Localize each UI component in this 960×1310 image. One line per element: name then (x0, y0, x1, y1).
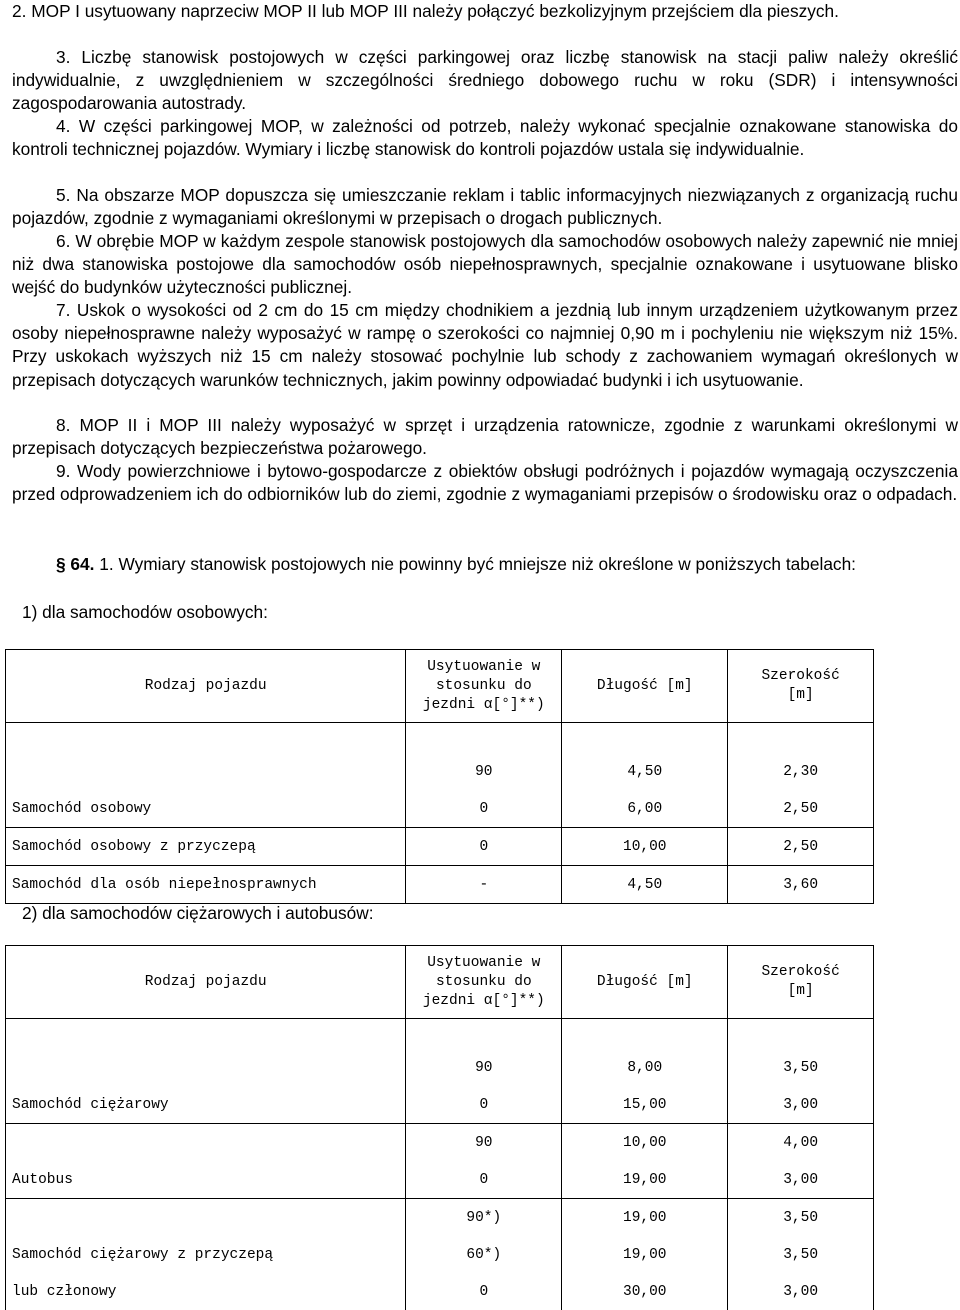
paragraph-number: 3. (56, 47, 71, 67)
paragraph-text: Liczbę stanowisk postojowych w części parkingowej oraz liczbę stanowisk na stacji paliw należy określić indywidualnie, z uwzględnieniem w szczególności średniego dobowego ruchu w roku (SDR) i intensywności zagospodarowania autostrady. (12, 47, 958, 114)
table-row (6, 1086, 874, 1124)
angle-cell: 90 (406, 1124, 562, 1162)
angle-cell: 90 (406, 1049, 562, 1086)
width-cell: 3,50 (728, 1236, 874, 1273)
header-position: Usytuowanie w stosunku do jezdni α[°]**) (406, 650, 562, 723)
vehicle-cell: Samochód osobowy (6, 790, 406, 828)
length-cell: 19,00 (562, 1161, 728, 1199)
paragraph-number: 2. (12, 1, 27, 21)
paragraph-text: Uskok o wysokości od 2 cm do 15 cm między chodnikiem a jezdnią lub innym urządzeniem użytkowanym przez osoby niepełnosprawne należy wyposażyć w rampę o szerokości co najmniej 0,90 m i pochyleniu nie większym niż 15%. Przy uskokach wyższych niż 15 cm należy stosować pochylnie lub schody z zachowaniem wymagań określonych w przepisach dotyczących warunków technicznych, jakim powinny odpowiadać budynki i ich usytuowanie. (12, 300, 958, 390)
vehicle-cell: Samochód dla osób niepełnosprawnych (6, 866, 406, 904)
angle-cell: 90 (406, 753, 562, 790)
paragraph-text: W obrębie MOP w każdym zespole stanowisk postojowych dla samochodów osobowych należy zapewnić nie mniej niż dwa stanowiska postojowe dla samochodów osób niepełnosprawnych, specjalnie oznakowane i usytuowane blisko wejść do budynków użyteczności publicznej. (12, 231, 959, 298)
length-cell: 19,00 (562, 1236, 728, 1273)
header-length: Długość [m] (562, 946, 728, 1019)
paragraph-7 (12, 299, 958, 392)
angle-cell: 0 (406, 828, 562, 866)
angle-cell: 0 (406, 790, 562, 828)
paragraph-4 (12, 115, 958, 161)
length-cell: 10,00 (562, 828, 728, 866)
angle-cell: 0 (406, 1273, 562, 1310)
angle-cell: 0 (406, 1086, 562, 1124)
paragraph-number: 5. (56, 185, 71, 205)
table-row (6, 1161, 874, 1199)
vehicle-cell: Samochód osobowy z przyczepą (6, 828, 406, 866)
paragraph-2 (12, 0, 958, 23)
header-vehicle: Rodzaj pojazdu (6, 946, 406, 1019)
table-row (6, 1049, 874, 1086)
paragraph-5 (12, 184, 958, 230)
paragraph-text: MOP II i MOP III należy wyposażyć w sprzęt i urządzenia ratownicze, zgodnie z warunkami określonymi w przepisach dotyczących bezpieczeństwa pożarowego. (12, 415, 958, 459)
header-width: Szerokość [m] (728, 650, 874, 723)
paragraph-text: Na obszarze MOP dopuszcza się umieszczanie reklam i tablic informacyjnych niezwiązanych z organizacją ruchu pojazdów, zgodnie z wymaganiami określonymi w przepisach o drogach publicznych. (12, 185, 958, 229)
header-width: Szerokość [m] (728, 946, 874, 1019)
paragraph-3 (12, 46, 958, 116)
table-row (6, 828, 874, 866)
paragraph-number: 9. (56, 461, 71, 481)
width-cell: 3,50 (728, 1049, 874, 1086)
section-64 (12, 553, 958, 576)
paragraph-number: 7. (56, 300, 71, 320)
table-row (6, 753, 874, 790)
paragraph-9 (12, 460, 958, 506)
length-cell: 6,00 (562, 790, 728, 828)
header-position: Usytuowanie w stosunku do jezdni α[°]**) (406, 946, 562, 1019)
table-row (6, 1236, 874, 1273)
paragraph-text: Wody powierzchniowe i bytowo-gospodarcze z obiektów obsługi podróżnych i pojazdów wymagają oczyszczenia przed odprowadzeniem ich do odbiorników lub do ziemi, zgodnie z wymaganiami przepisów o środowisku oraz o odpadach. (12, 461, 958, 505)
header-length: Długość [m] (562, 650, 728, 723)
width-cell: 2,50 (728, 790, 874, 828)
length-cell: 4,50 (562, 753, 728, 790)
length-cell: 30,00 (562, 1273, 728, 1310)
paragraph-number: 6. (56, 231, 71, 251)
table-header-row (6, 650, 874, 723)
angle-cell: 0 (406, 1161, 562, 1199)
paragraph-number: 4. (56, 116, 71, 136)
width-cell: 2,30 (728, 753, 874, 790)
paragraph-6 (12, 230, 958, 300)
table-row (6, 1273, 874, 1310)
subsection-cars-heading: 1) dla samochodów osobowych: (22, 602, 268, 622)
width-cell: 3,60 (728, 866, 874, 904)
angle-cell: 60*) (406, 1236, 562, 1273)
vehicle-cell: Autobus (6, 1161, 406, 1199)
section-mark: § 64. (56, 554, 95, 574)
table-trucks-buses (5, 945, 874, 1310)
width-cell: 3,00 (728, 1273, 874, 1310)
table-row (6, 790, 874, 828)
length-cell: 19,00 (562, 1199, 728, 1237)
header-vehicle: Rodzaj pojazdu (6, 650, 406, 723)
table-passenger-cars (5, 649, 874, 904)
vehicle-cell: Samochód ciężarowy (6, 1086, 406, 1124)
table-row (6, 1124, 874, 1162)
width-cell: 3,00 (728, 1161, 874, 1199)
length-cell: 10,00 (562, 1124, 728, 1162)
angle-cell: - (406, 866, 562, 904)
length-cell: 4,50 (562, 866, 728, 904)
table-row (6, 866, 874, 904)
table-header-row (6, 946, 874, 1019)
vehicle-cell (6, 1124, 406, 1162)
table-row (6, 1199, 874, 1237)
vehicle-cell: Samochód ciężarowy z przyczepą (6, 1236, 406, 1273)
vehicle-cell: lub członowy (6, 1273, 406, 1310)
vehicle-cell (6, 1199, 406, 1237)
section-text: Wymiary stanowisk postojowych nie powinny być mniejsze niż określone w poniższych tabelach: (118, 554, 856, 574)
vehicle-cell (6, 753, 406, 790)
width-cell: 4,00 (728, 1124, 874, 1162)
paragraph-number: 8. (56, 415, 71, 435)
length-cell: 8,00 (562, 1049, 728, 1086)
width-cell: 3,00 (728, 1086, 874, 1124)
angle-cell: 90*) (406, 1199, 562, 1237)
paragraph-8 (12, 414, 958, 460)
width-cell: 2,50 (728, 828, 874, 866)
vehicle-cell (6, 1049, 406, 1086)
paragraph-text: MOP I usytuowany naprzeciw MOP II lub MOP III należy połączyć bezkolizyjnym przejściem dla pieszych. (31, 1, 839, 21)
width-cell: 3,50 (728, 1199, 874, 1237)
paragraph-text: W części parkingowej MOP, w zależności od potrzeb, należy wykonać specjalnie oznakowane stanowiska do kontroli technicznej pojazdów. Wymiary i liczbę stanowisk do kontroli pojazdów ustala się indywidualnie. (12, 116, 958, 160)
subsection-trucks-heading: 2) dla samochodów ciężarowych i autobusów: (22, 903, 374, 923)
section-number: 1. (99, 554, 114, 574)
length-cell: 15,00 (562, 1086, 728, 1124)
